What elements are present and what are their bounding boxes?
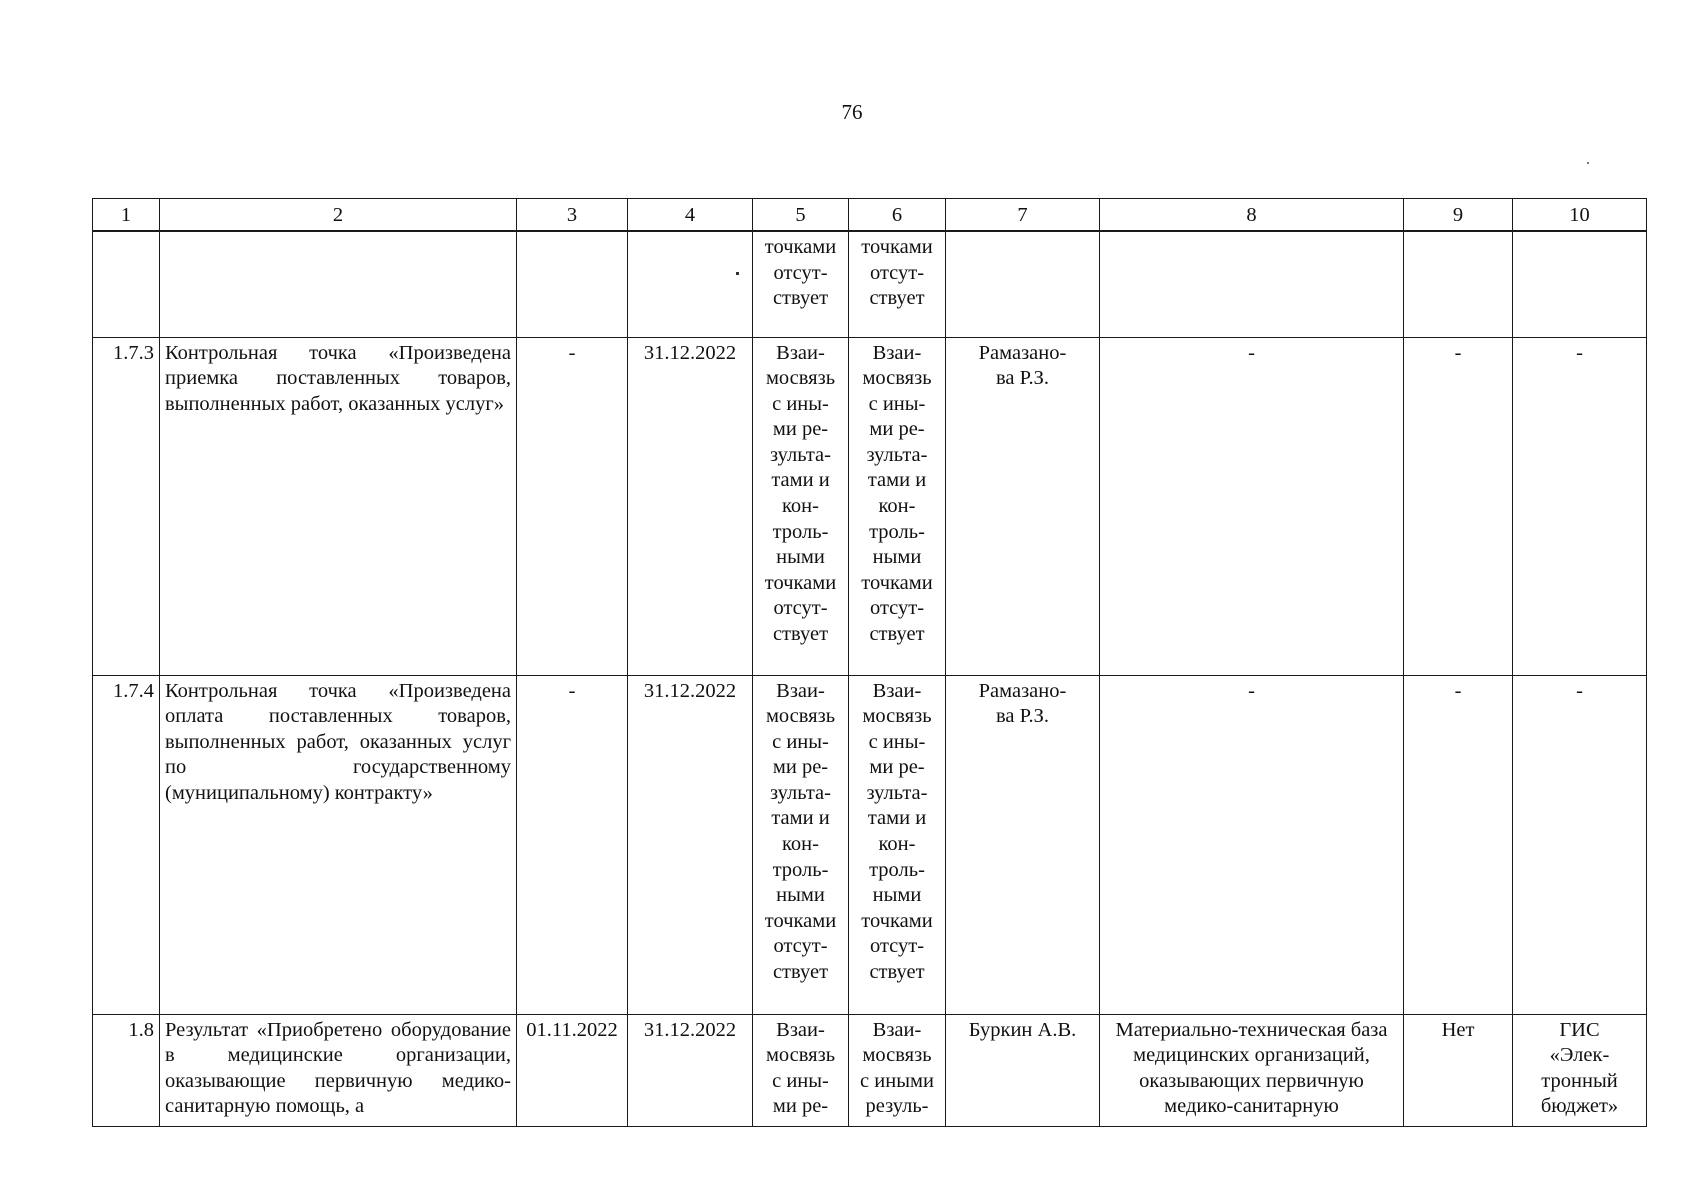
- row-col5: [753, 1014, 849, 1126]
- row-description: -: [1100, 675, 1404, 1014]
- column-header-10: 10: [1513, 199, 1647, 232]
- cell-line: с иными: [860, 1069, 934, 1092]
- cell-line: тами и: [867, 469, 927, 492]
- table-row: [93, 675, 1647, 1014]
- cell-line: зульта-: [866, 781, 928, 804]
- row-responsible: Буркин А.В.: [946, 1014, 1100, 1126]
- row-name: Контрольная точка «Произведена приемка поставленных товаров, выполненных работ, оказанных услуг»: [160, 337, 517, 675]
- column-header-7: 7: [946, 199, 1100, 232]
- cell-line: Взаи-: [776, 1018, 825, 1041]
- table-header: [93, 199, 1647, 232]
- cell-line: ствует: [772, 961, 829, 984]
- column-header-3: 3: [517, 199, 628, 232]
- cell-line: отсут-: [773, 597, 828, 620]
- row-end-date: 31.12.2022: [628, 675, 753, 1014]
- row-number: [93, 231, 160, 337]
- row-col9: -: [1404, 675, 1513, 1014]
- cell-line: Взаи-: [872, 1018, 922, 1041]
- row-col10: [1513, 231, 1647, 337]
- cell-line: мосвязь: [862, 705, 932, 728]
- cell-line: мосвязь: [765, 705, 836, 728]
- cell-line: отсут-: [869, 261, 925, 284]
- cell-line: ми ре-: [869, 418, 925, 441]
- row-col9: -: [1404, 337, 1513, 675]
- cell-line: ми ре-: [772, 756, 829, 779]
- cell-line: зульта-: [770, 443, 831, 466]
- row-col9: [1404, 231, 1513, 337]
- row-col10: -: [1513, 675, 1647, 1014]
- cell-line: отсут-: [869, 597, 925, 620]
- cell-line: с ины-: [868, 730, 926, 753]
- table-row: [93, 231, 1647, 337]
- cell-line: ными: [872, 546, 922, 569]
- column-header-6: 6: [849, 199, 946, 232]
- cell-line: троль-: [772, 520, 829, 543]
- row-responsible: Рамазано- ва Р.З.: [946, 675, 1100, 1014]
- cell-line: тами и: [867, 807, 927, 830]
- table-body: [93, 231, 1647, 1126]
- table-row: [93, 1014, 1647, 1126]
- row-number: 1.7.4: [93, 675, 160, 1014]
- cell-line: кон-: [782, 833, 819, 856]
- cell-line: мосвязь: [862, 367, 932, 390]
- row-number: 1.8: [93, 1014, 160, 1126]
- cell-line: тами и: [771, 469, 830, 492]
- table-row: [93, 337, 1647, 675]
- column-header-8: 8: [1100, 199, 1404, 232]
- cell-line: Взаи-: [776, 679, 825, 702]
- cell-line: с ины-: [868, 392, 926, 415]
- row-col10: -: [1513, 337, 1647, 675]
- row-col5: [753, 231, 849, 337]
- cell-line: отсут-: [869, 935, 925, 958]
- cell-line: кон-: [878, 833, 916, 856]
- row-start-date: [517, 231, 628, 337]
- cell-line: ствует: [869, 961, 925, 984]
- column-header-9: 9: [1404, 199, 1513, 232]
- cell-line: ми ре-: [869, 756, 925, 779]
- cell-line: троль-: [869, 520, 925, 543]
- cell-line: точками: [764, 909, 837, 932]
- header-row: [93, 199, 1647, 232]
- row-end-date: [628, 231, 753, 337]
- column-header-2: 2: [160, 199, 517, 232]
- row-col5: [753, 337, 849, 675]
- row-start-date: -: [517, 337, 628, 675]
- row-end-date: 31.12.2022: [628, 337, 753, 675]
- cell-line: отсут-: [773, 935, 828, 958]
- cell-line: Взаи-: [872, 679, 922, 702]
- row-name: [160, 231, 517, 337]
- row-description: [1100, 231, 1404, 337]
- cell-line: ными: [776, 546, 825, 569]
- cell-line: ными: [776, 884, 825, 907]
- cell-line: ствует: [869, 287, 925, 310]
- cell-line: кон-: [782, 495, 819, 518]
- cell-line: точками: [764, 236, 837, 258]
- stray-dot: [736, 272, 739, 275]
- cell-line: кон-: [878, 495, 916, 518]
- cell-line: точками: [861, 909, 933, 932]
- cell-line: резуль-: [865, 1095, 929, 1118]
- row-name: Результат «Приобретено оборудование в медицинские организации, оказывающие первичную медико-санитарную помощь, а: [160, 1014, 517, 1126]
- row-number: 1.7.3: [93, 337, 160, 675]
- cell-line: точками: [861, 571, 933, 594]
- scan-speck: [1587, 162, 1589, 164]
- cell-line: ствует: [869, 623, 925, 646]
- row-description: -: [1100, 337, 1404, 675]
- cell-line: с ины-: [772, 730, 829, 753]
- cell-line: Взаи-: [872, 341, 922, 364]
- page-number: 76: [841, 100, 863, 124]
- cell-line: ми ре-: [772, 418, 829, 441]
- cell-line: мосвязь: [862, 1044, 932, 1067]
- cell-line: тами и: [771, 807, 830, 830]
- cell-line: Взаи-: [776, 341, 825, 364]
- row-end-date: 31.12.2022: [628, 1014, 753, 1126]
- row-responsible: Рамазано- ва Р.З.: [946, 337, 1100, 675]
- cell-line: с ины-: [772, 1069, 829, 1092]
- row-col6: [849, 675, 946, 1014]
- row-col5: [753, 675, 849, 1014]
- cell-line: зульта-: [770, 781, 831, 804]
- results-table: [92, 198, 1647, 1127]
- row-name: Контрольная точка «Произведена оплата поставленных товаров, выполненных работ, оказанных услуг по государственному (муниципальному) контракту»: [160, 675, 517, 1014]
- cell-line: зульта-: [866, 443, 928, 466]
- cell-line: мосвязь: [765, 367, 836, 390]
- row-col6: [849, 1014, 946, 1126]
- cell-line: ми ре-: [772, 1095, 829, 1118]
- column-header-5: 5: [753, 199, 849, 232]
- cell-line: с ины-: [772, 392, 829, 415]
- cell-line: ствует: [772, 287, 829, 310]
- column-header-4: 4: [628, 199, 753, 232]
- cell-line: троль-: [869, 858, 925, 881]
- row-col6: [849, 231, 946, 337]
- cell-line: точками: [764, 571, 837, 594]
- cell-line: отсут-: [773, 261, 828, 284]
- cell-line: ными: [872, 884, 922, 907]
- cell-line: точками: [861, 236, 933, 258]
- cell-line: мосвязь: [765, 1044, 836, 1067]
- row-col9: Нет: [1404, 1014, 1513, 1126]
- row-description: Материально-техническая база медицинских организаций, оказывающих первичную медико-санитарную: [1100, 1014, 1404, 1126]
- row-start-date: -: [517, 675, 628, 1014]
- row-start-date: 01.11.2022: [517, 1014, 628, 1126]
- row-responsible: [946, 231, 1100, 337]
- cell-line: троль-: [772, 858, 829, 881]
- cell-line: ствует: [772, 623, 829, 646]
- row-col10: ГИС «Элек- тронный бюджет»: [1513, 1014, 1647, 1126]
- column-header-1: 1: [93, 199, 160, 232]
- row-col6: [849, 337, 946, 675]
